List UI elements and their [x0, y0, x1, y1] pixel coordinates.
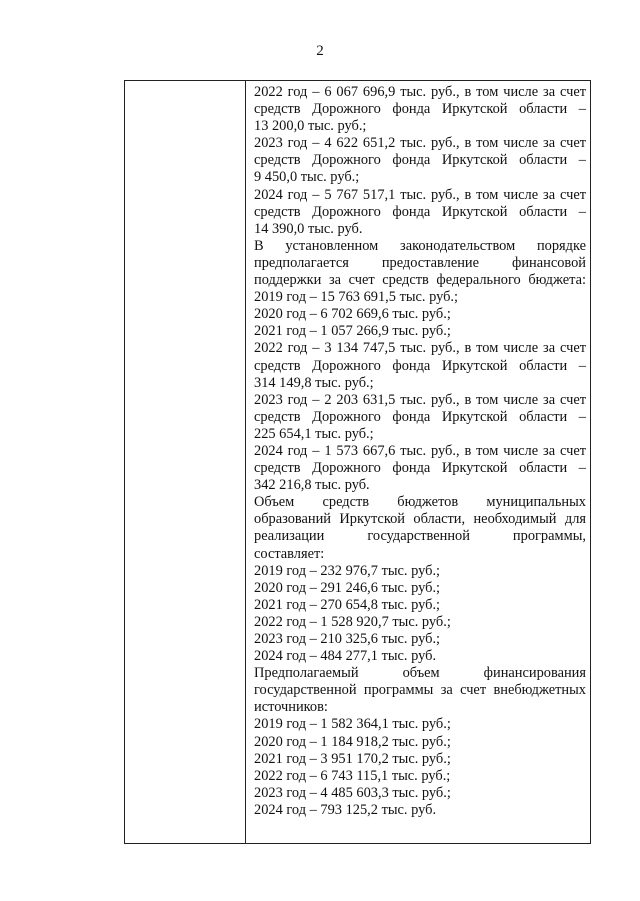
text-line: 2022 год – 6 067 696,9 тыс. руб., в том числе за счет: [254, 84, 586, 100]
page-number: 2: [316, 43, 324, 59]
text-line: 13 200,0 тыс. руб.;: [254, 118, 367, 135]
funding-table: [124, 80, 591, 844]
text-line: 225 654,1 тыс. руб.;: [254, 425, 374, 442]
text-line: В установленном законодательством порядке: [254, 237, 586, 254]
text-line: источников:: [254, 699, 328, 716]
text-line: средств Дорожного фонда Иркутской области –: [254, 203, 586, 220]
text-line: 2020 год – 291 246,6 тыс. руб.;: [254, 579, 441, 596]
funding-text-cell: [254, 84, 586, 819]
text-line: 2021 год – 270 654,8 тыс. руб.;: [254, 596, 441, 613]
text-line: средств Дорожного фонда Иркутской области –: [254, 152, 586, 169]
text-line: 2023 год – 2 203 631,5 тыс. руб., в том числе за счет: [254, 391, 586, 408]
text-line: 14 390,0 тыс. руб.: [254, 220, 363, 237]
text-line: 2023 год – 4 485 603,3 тыс. руб.;: [254, 784, 451, 801]
text-line: 2020 год – 1 184 918,2 тыс. руб.;: [254, 733, 451, 750]
text-line: образований Иркутской области, необходимый для: [254, 511, 586, 528]
text-line: 2021 год – 1 057 266,9 тыс. руб.;: [254, 323, 451, 340]
text-line: поддержки за счет средств федерального бюджета:: [254, 272, 586, 289]
column-divider: [245, 81, 246, 843]
text-line: Предполагаемый объем финансирования: [254, 665, 586, 682]
text-line: 9 450,0 тыс. руб.;: [254, 169, 360, 186]
text-line: средств Дорожного фонда Иркутской области –: [254, 460, 586, 477]
text-line: 2022 год – 1 528 920,7 тыс. руб.;: [254, 613, 451, 630]
text-line: 2024 год – 793 125,2 тыс. руб.: [254, 801, 437, 818]
text-line: 2019 год – 232 976,7 тыс. руб.;: [254, 562, 441, 579]
text-line: 2019 год – 15 763 691,5 тыс. руб.;: [254, 289, 459, 306]
text-line: средств Дорожного фонда Иркутской области –: [254, 101, 586, 118]
text-line: Объем средств бюджетов муниципальных: [254, 494, 586, 511]
text-line: предполагается предоставление финансовой: [254, 254, 586, 271]
text-line: 2023 год – 210 325,6 тыс. руб.;: [254, 631, 441, 647]
text-line: составляет:: [254, 545, 325, 562]
text-line: средств Дорожного фонда Иркутской области –: [254, 408, 586, 425]
text-line: 2019 год – 1 582 364,1 тыс. руб.;: [254, 716, 451, 733]
text-line: 2022 год – 3 134 747,5 тыс. руб., в том числе за счет: [254, 340, 586, 357]
text-line: средств Дорожного фонда Иркутской области –: [254, 357, 586, 374]
text-line: 2023 год – 4 622 651,2 тыс. руб., в том числе за счет: [254, 135, 586, 152]
text-line: 2020 год – 6 702 669,6 тыс. руб.;: [254, 306, 451, 323]
text-line: 342 216,8 тыс. руб.: [254, 477, 370, 494]
text-line: 2022 год – 6 743 115,1 тыс. руб.;: [254, 767, 451, 784]
text-line: реализации государственной программы,: [254, 528, 586, 545]
text-line: 2024 год – 1 573 667,6 тыс. руб., в том числе за счет: [254, 442, 586, 459]
text-line: 2021 год – 3 951 170,2 тыс. руб.;: [254, 750, 451, 767]
text-line: 2024 год – 5 767 517,1 тыс. руб., в том числе за счет: [254, 186, 586, 203]
text-line: 2024 год – 484 277,1 тыс. руб.: [254, 648, 437, 665]
text-line: 314 149,8 тыс. руб.;: [254, 374, 374, 391]
text-line: государственной программы за счет внебюджетных: [254, 682, 586, 699]
